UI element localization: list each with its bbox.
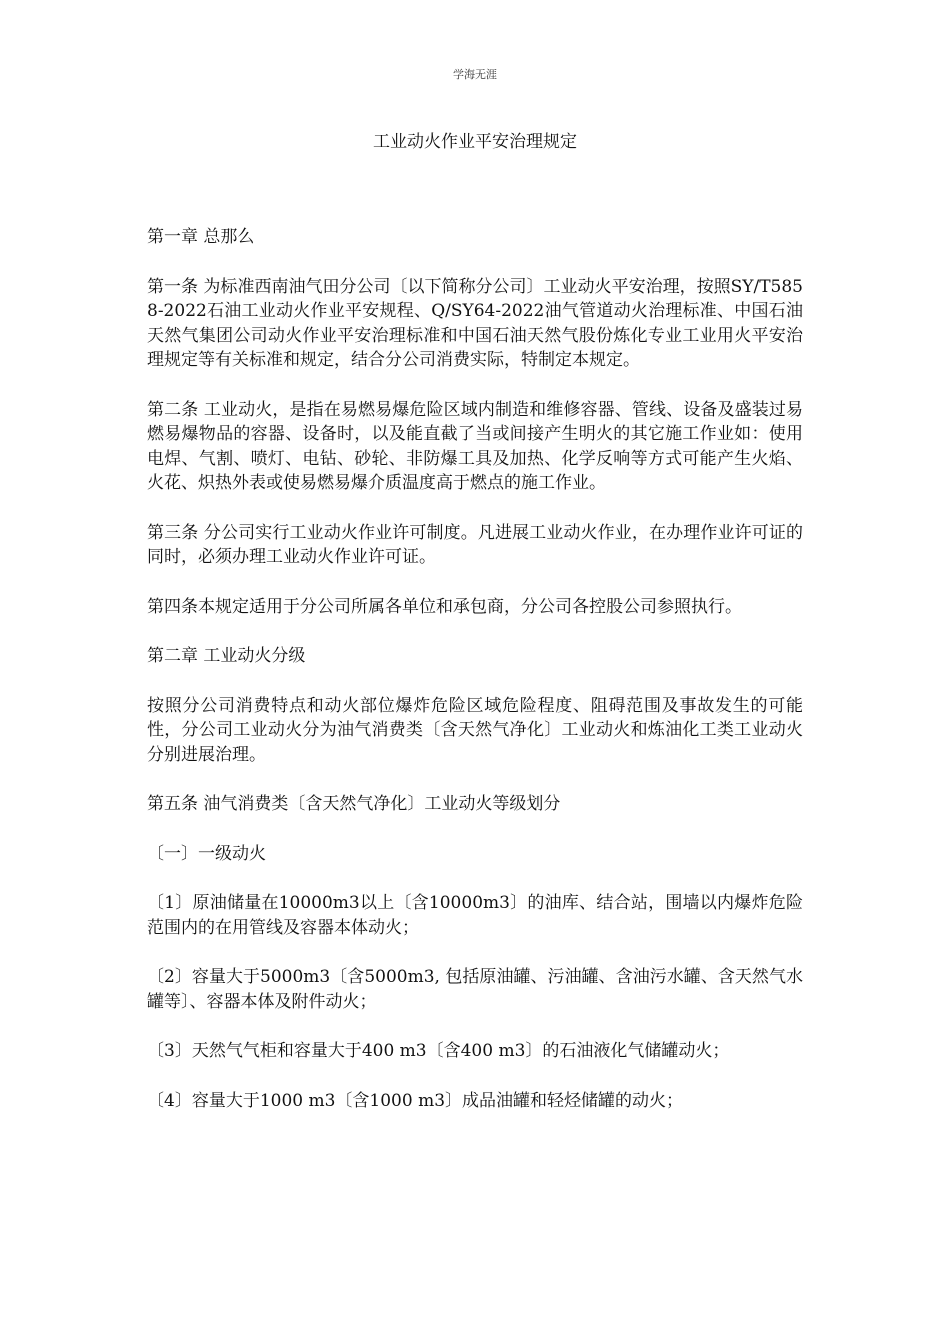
paragraph: 〔1〕原油储量在10000m3以上〔含10000m3〕的油库、结合站，围墙以内爆炸危险范围内的在用管线及容器本体动火；: [147, 893, 803, 938]
chapter-heading: 第二章 工业动火分级: [147, 646, 306, 666]
document-title: 工业动火作业平安治理规定: [373, 132, 577, 152]
paragraph: 第四条本规定适用于分公司所属各单位和承包商，分公司各控股公司参照执行。: [147, 596, 742, 617]
paragraph: 第五条 油气消费类〔含天然气净化〕工业动火等级划分: [147, 794, 561, 814]
paragraph: 第二条 工业动火，是指在易燃易爆危险区域内制造和维修容器、管线、设备及盛装过易燃易爆物品的容器、设备时，以及能直截了当或间接产生明火的其它施工作业如：使用电焊、气割、喷灯、电钻、砂轮、非防爆工具及加热、化学反响等方式可能产生火焰、火花、炽热外表或使易燃易爆介质温度高于燃点的施工作业。: [147, 399, 803, 493]
paragraph: 第三条 分公司实行工业动火作业许可制度。凡进展工业动火作业，在办理作业许可证的同时，必须办理工业动火作业许可证。: [147, 522, 803, 567]
paragraph: 按照分公司消费特点和动火部位爆炸危险区域危险程度、阻碍范围及事故发生的可能性，分公司工业动火分为油气消费类〔含天然气净化〕工业动火和炼油化工类工业动火分别进展治理。: [147, 695, 803, 765]
paragraph: 〔3〕天然气气柜和容量大于400 m3〔含400 m3〕的石油液化气储罐动火；: [147, 1041, 730, 1061]
page-header: 学海无涯: [453, 68, 497, 81]
paragraph: 第一条 为标准西南油气田分公司〔以下简称分公司〕工业动火平安治理，按照SY/T5858-2022石油工业动火作业平安规程、Q/SY64-2022油气管道动火治理标准、中国石油天然气集团公司动火作业平安治理标准和中国石油天然气股份炼化专业工业用火平安治理规定等有关标准和规定，结合分公司消费实际，特制定本规定。: [147, 276, 803, 370]
paragraph: 〔4〕容量大于1000 m3〔含1000 m3〕成品油罐和轻烃储罐的动火；: [147, 1090, 684, 1111]
document-body: [147, 225, 803, 1138]
chapter-heading: 第一章 总那么: [147, 227, 255, 247]
paragraph: 〔2〕容量大于5000m3〔含5000m3, 包括原油罐、污油罐、含油污水罐、含天然气水罐等〕、容器本体及附件动火；: [147, 967, 803, 1012]
paragraph: 〔一〕一级动火: [147, 843, 266, 864]
